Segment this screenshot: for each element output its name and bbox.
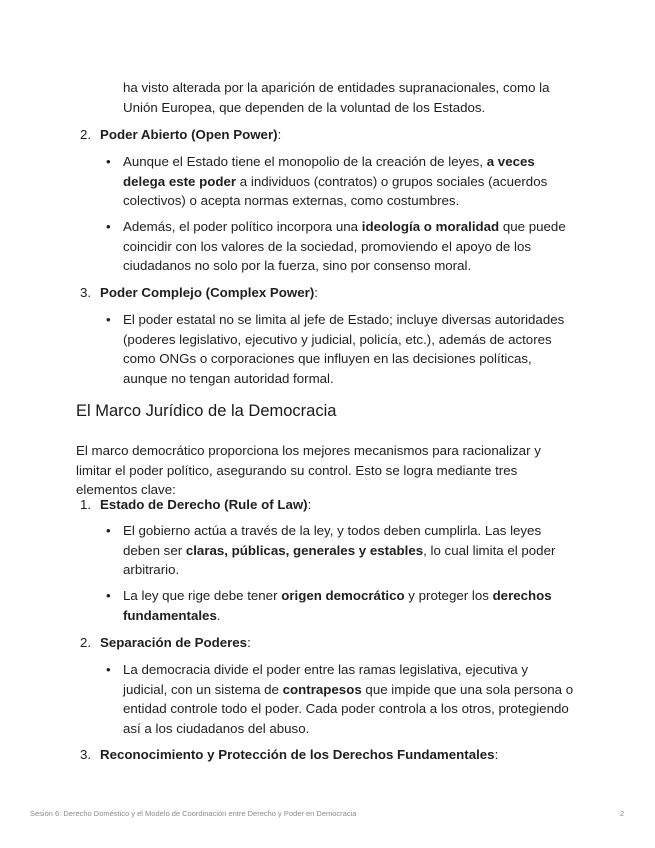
list-item-title: Poder Abierto (Open Power): [100, 127, 278, 142]
list-item-complex-power: 3. Poder Complejo (Complex Power):: [80, 283, 600, 303]
bullet-item: • Además, el poder político incorpora una ideología o moralidad que puede coincidir con los valores de la sociedad, promoviendo el apoyo de los ciudadanos no solo por la fuerza, sino por consenso moral.: [106, 219, 566, 273]
list-number: 1.: [80, 497, 92, 512]
list-item-rights: 3. Reconocimiento y Protección de los Derechos Fundamentales:: [80, 745, 600, 765]
list-item-title: Estado de Derecho (Rule of Law): [100, 497, 308, 512]
continuation-paragraph: ha visto alterada por la aparición de entidades supranacionales, como la Unión Europea, que dependen de la voluntad de los Estados.: [123, 80, 550, 115]
list-item-title: Poder Complejo (Complex Power): [100, 285, 315, 300]
list-item-separation: 2. Separación de Poderes:: [80, 633, 600, 653]
bullet-item: • El gobierno actúa a través de la ley, y todos deben cumplirla. Las leyes deben ser claras, públicas, generales y estables, lo cual limita el poder arbitrario.: [106, 523, 556, 577]
list-number: 3.: [80, 747, 92, 762]
bullet-item: • La ley que rige debe tener origen democrático y proteger los derechos fundamentales.: [106, 588, 552, 623]
footer-session-title: Sesión 6: Derecho Doméstico y el Modelo de Coordinación entre Derecho y Poder en Democracia: [30, 809, 357, 818]
bullet-item: • La democracia divide el poder entre las ramas legislativa, ejecutiva y judicial, con un sistema de contrapesos que impide que una sola persona o entidad controle todo el poder. Cada poder controla a los otros, protegiendo así a los ciudadanos del abuso.: [106, 662, 574, 736]
page-number: 2: [620, 809, 625, 818]
list-item-open-power: 2. Poder Abierto (Open Power):: [80, 125, 600, 145]
list-item-rule-of-law: 1. Estado de Derecho (Rule of Law):: [80, 495, 600, 515]
bullet-item: • El poder estatal no se limita al jefe de Estado; incluye diversas autoridades (poderes legislativo, ejecutivo y judicial, policía, etc.), además de actores como ONGs o corporaciones que influyen en las decisiones políticas, aunque no tengan autoridad formal.: [106, 312, 565, 386]
list-number: 3.: [80, 285, 92, 300]
list-item-title: Separación de Poderes: [100, 635, 248, 650]
list-number: 2.: [80, 635, 92, 650]
section-intro: El marco democrático proporciona los mejores mecanismos para racionalizar y limitar el poder político, asegurando su control. Esto se logra mediante tres elementos clave:: [76, 443, 541, 498]
list-item-title: Reconocimiento y Protección de los Derechos Fundamentales: [100, 747, 495, 762]
list-number: 2.: [80, 127, 92, 142]
bullet-item: • Aunque el Estado tiene el monopolio de la creación de leyes, a veces delega este poder a individuos (contratos) o grupos sociales (acuerdos colectivos) o acepta normas externas, como costumbres.: [106, 154, 548, 208]
section-heading: El Marco Jurídico de la Democracia: [76, 402, 337, 420]
